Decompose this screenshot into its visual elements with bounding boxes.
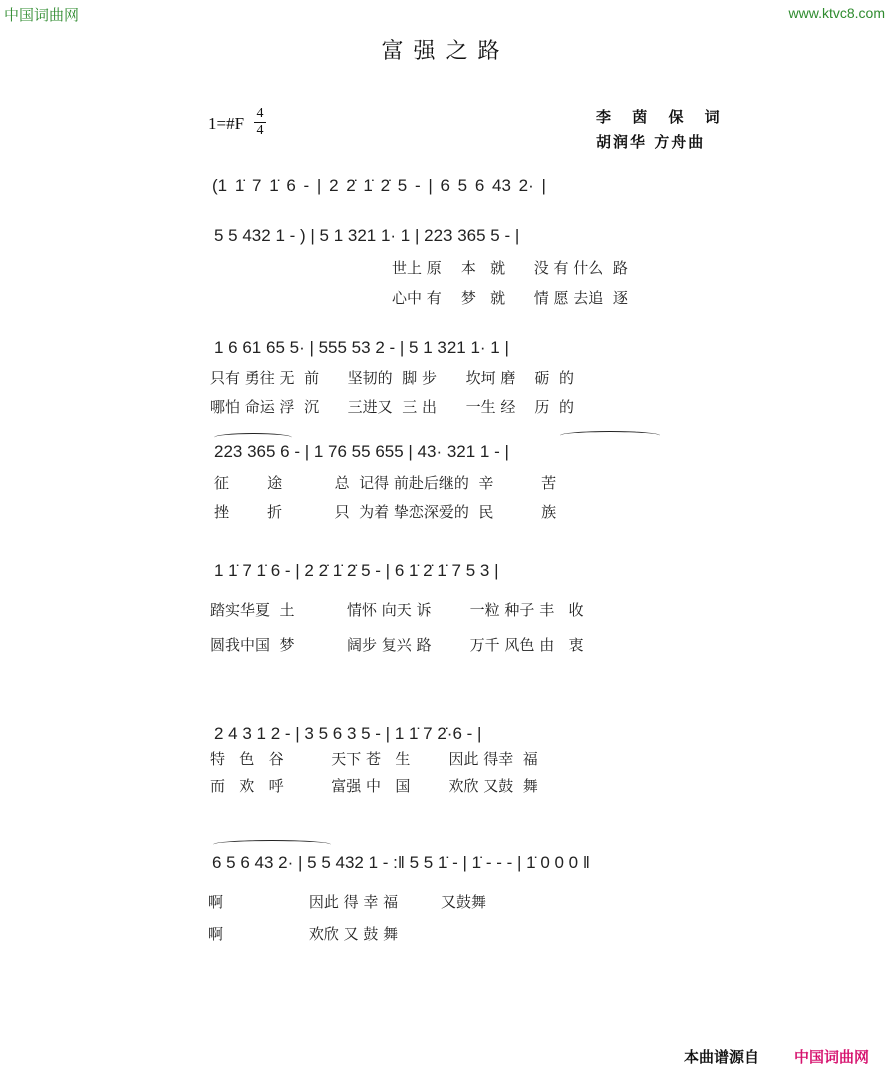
lyric-verse-2: 挫 折 只 为着 挚恋深爱的 民 族	[214, 503, 557, 521]
notation-line: 5 5 432 1 - ) | 5 1 321 1· 1 | 223 365 5 - |	[214, 226, 520, 245]
slur-mark	[214, 433, 292, 442]
watermark-site-name: 中国词曲网	[4, 6, 80, 24]
notation-line: 6 5 6 43 2· | 5 5 432 1 - :‖ 5 5 1̇ - | 1̇ - - - | 1̇ 0 0 0 ‖	[212, 853, 590, 872]
key-signature: 1=#F	[208, 114, 245, 133]
lyric-verse-1: 啊 因此 得 幸 福 又鼓舞	[208, 893, 487, 911]
slur-mark	[560, 431, 660, 440]
source-site-link[interactable]: 中国词曲网	[794, 1048, 870, 1066]
lyric-verse-2: 圆我中国 梦 阔步 复兴 路 万千 风色 由 衷	[210, 636, 584, 654]
notation-line: 223 365 6 - | 1 76 55 655 | 43· 321 1 - |	[214, 442, 509, 461]
lyric-verse-1: 世上 原 本 就 没 有 什么 路	[392, 259, 628, 277]
lyric-verse-2: 心中 有 梦 就 情 愿 去追 逐	[392, 289, 628, 307]
notation-line: 1 6 61 65 5· | 555 53 2 - | 5 1 321 1· 1 |	[214, 338, 509, 357]
time-signature	[254, 107, 266, 138]
lyric-verse-1: 征 途 总 记得 前赴后继的 辛 苦	[214, 474, 557, 492]
lyric-verse-2: 哪怕 命运 浮 沉 三进又 三 出 一生 经 历 的	[210, 398, 574, 416]
lyric-verse-1: 踏实华夏 土 情怀 向天 诉 一粒 种子 丰 收	[210, 601, 584, 619]
notation-line: 1 1̇ 7 1̇ 6 - | 2 2̇ 1̇ 2̇ 5 - | 6 1̇ 2̇ 1̇ 7 5 3 |	[214, 561, 499, 580]
time-signature-numerator: 4	[256, 106, 264, 121]
song-title: 富强之路	[381, 39, 510, 64]
slur-mark	[213, 840, 331, 849]
lyric-verse-2: 啊 欢欣 又 鼓 舞	[208, 925, 399, 943]
lyricist-credit: 李 茵 保 词	[596, 108, 728, 126]
lyric-verse-2: 而 欢 呼 富强 中 国 欢欣 又鼓 舞	[210, 777, 538, 795]
time-signature-denominator: 4	[256, 123, 264, 138]
lyric-verse-1: 特 色 谷 天下 苍 生 因此 得幸 福	[210, 750, 538, 768]
lyric-verse-1: 只有 勇往 无 前 坚韧的 脚 步 坎坷 磨 砺 的	[210, 369, 574, 387]
notation-line: (1 1̇ 7 1̇ 6 - | 2 2̇ 1̇ 2̇ 5 - | 6 5 6 43 2· |	[212, 176, 546, 195]
notation-line: 2 4 3 1 2 - | 3 5 6 3 5 - | 1 1̇ 7 2̇·6 - |	[214, 724, 482, 743]
watermark-url[interactable]: www.ktvc8.com	[788, 5, 885, 21]
composer-credit: 胡润华 方舟曲	[596, 133, 706, 151]
source-label: 本曲谱源自	[684, 1048, 760, 1066]
